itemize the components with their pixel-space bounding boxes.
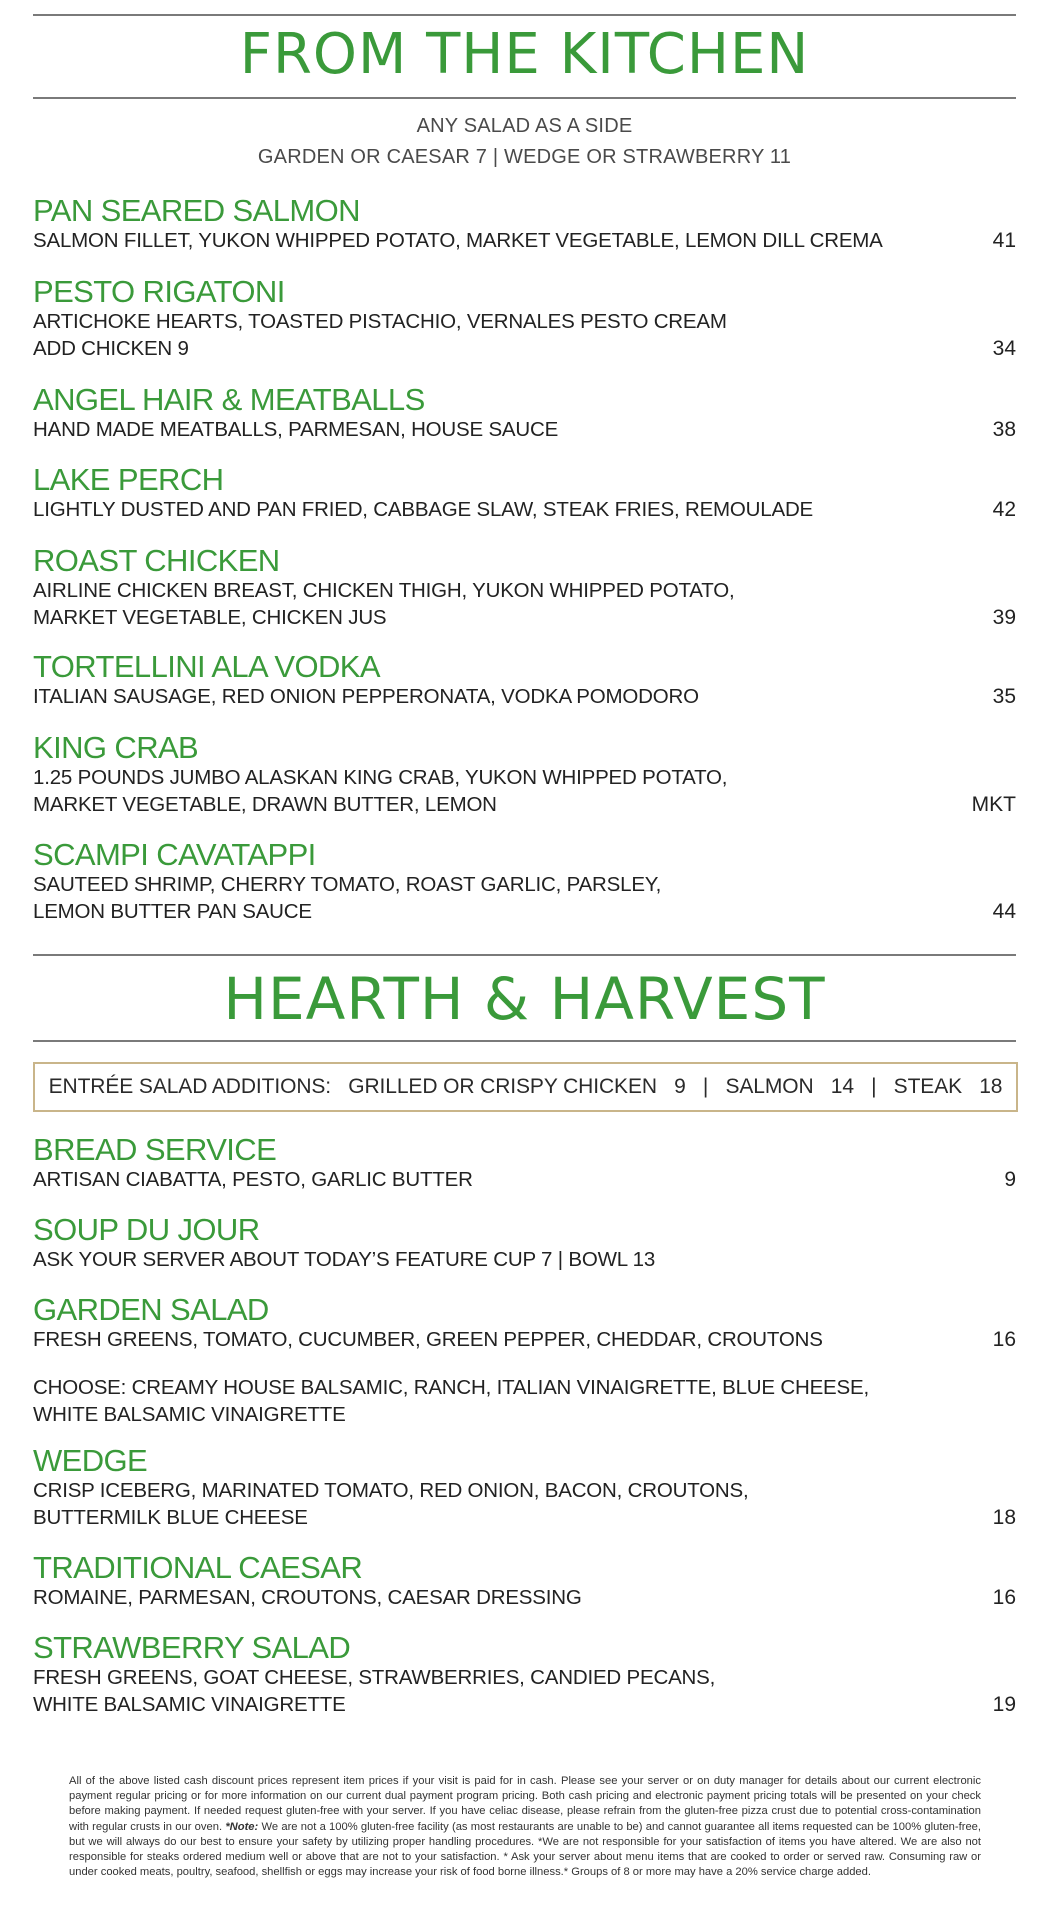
menu-item-price: 42	[992, 498, 1016, 521]
side-salad-note: ANY SALAD AS A SIDE	[416, 115, 633, 137]
kitchen-title-divider	[33, 97, 1016, 99]
menu-item-description: WHITE BALSAMIC VINAIGRETTE	[33, 1402, 346, 1426]
disclaimer-text-2: We are not a 100% gluten-free facility (as most restaurants are unable to be) and cannot guarantee all items requested can be 100% gluten-free, but we will always do our best to ensure your safety by utilizing proper handling procedures. *We are not responsible for your satisfaction of items you have altered. We are also not responsible for steaks ordered medium well or above that are not to your satisfaction. * Ask your server about menu items that are cooked to order or served raw. Consuming raw or under cooked meats, poultry, seafood, shellfish or eggs may increase your risk of food borne illness.* Groups of 8 or more may have a 20% service charge added.	[69, 1820, 982, 1879]
menu-item-description: ARTICHOKE HEARTS, TOASTED PISTACHIO, VERNALES PESTO CREAM	[33, 310, 727, 333]
menu-item-name: PAN SEARED SALMON	[33, 193, 360, 228]
menu-item-price: 41	[992, 229, 1016, 252]
menu-item-name: ANGEL HAIR & MEATBALLS	[33, 382, 425, 417]
hearth-menu-item	[33, 1293, 1016, 1354]
menu-item-description: CRISP ICEBERG, MARINATED TOMATO, RED ONION, BACON, CROUTONS,	[33, 1479, 749, 1502]
menu-item-name: ROAST CHICKEN	[33, 543, 280, 578]
menu-item-price: 35	[992, 685, 1016, 708]
menu-item-price: 16	[992, 1328, 1016, 1351]
menu-item-description: LIGHTLY DUSTED AND PAN FRIED, CABBAGE SLAW, STEAK FRIES, REMOULADE	[33, 498, 814, 521]
menu-item-description: CHOOSE: CREAMY HOUSE BALSAMIC, RANCH, ITALIAN VINAIGRETTE, BLUE CHEESE,	[33, 1376, 869, 1399]
menu-item-description: HAND MADE MEATBALLS, PARMESAN, HOUSE SAUCE	[33, 418, 559, 441]
menu-item-description: BUTTERMILK BLUE CHEESE	[33, 1505, 308, 1529]
pricing-disclaimer	[69, 1774, 981, 1880]
menu-item-description: FRESH GREENS, TOMATO, CUCUMBER, GREEN PEPPER, CHEDDAR, CROUTONS	[33, 1328, 823, 1351]
menu-item-price: 34	[992, 336, 1016, 360]
menu-item-price: 18	[992, 1505, 1016, 1529]
kitchen-menu-item	[33, 838, 1016, 925]
kitchen-menu-item	[33, 383, 1016, 444]
menu-item-description: SAUTEED SHRIMP, CHERRY TOMATO, ROAST GARLIC, PARSLEY,	[33, 873, 662, 896]
top-divider	[33, 14, 1016, 16]
menu-item-price: 19	[992, 1692, 1016, 1716]
menu-item-name: TRADITIONAL CAESAR	[33, 1550, 363, 1585]
menu-item-name: PESTO RIGATONI	[33, 274, 285, 309]
menu-item-price: 44	[992, 899, 1016, 923]
menu-item-name: GARDEN SALAD	[33, 1292, 269, 1327]
menu-item-description: 1.25 POUNDS JUMBO ALASKAN KING CRAB, YUKON WHIPPED POTATO,	[33, 766, 728, 789]
kitchen-menu-item	[33, 731, 1016, 818]
menu-item-description: MARKET VEGETABLE, CHICKEN JUS	[33, 605, 387, 629]
menu-item-name: LAKE PERCH	[33, 462, 224, 497]
menu-item-description: MARKET VEGETABLE, DRAWN BUTTER, LEMON	[33, 792, 497, 816]
menu-item-description: LEMON BUTTER PAN SAUCE	[33, 899, 312, 923]
menu-item-price: 39	[992, 605, 1016, 629]
hearth-section-title: HEARTH & HARVEST	[223, 965, 826, 1033]
kitchen-menu-item	[33, 650, 1016, 711]
salad-additions-box: ENTRÉE SALAD ADDITIONS: GRILLED OR CRISPY CHICKEN 9 | SALMON 14 | STEAK 18	[33, 1062, 1018, 1112]
disclaimer-text-1: All of the above listed cash discount prices represent item prices if your visit is paid for in cash. Please see your server or on duty manager for details about our current electronic payment regular pricing or for more information on our current dual payment program pricing. Both cash pricing and electronic payment pricing totals will be presented on your check before making payment. If needed request gluten-free with your server. If you have celiac disease, please refrain from the gluten-free pizza crust due to potential cross-contamination with regular crusts in our oven.	[69, 1775, 981, 1833]
menu-item-description: ASK YOUR SERVER ABOUT TODAY’S FEATURE CUP 7 | BOWL 13	[33, 1248, 656, 1271]
hearth-title-divider	[33, 1040, 1016, 1042]
menu-item-description: FRESH GREENS, GOAT CHEESE, STRAWBERRIES, CANDIED PECANS,	[33, 1666, 716, 1689]
hearth-top-divider	[33, 954, 1016, 956]
menu-item-description: AIRLINE CHICKEN BREAST, CHICKEN THIGH, YUKON WHIPPED POTATO,	[33, 579, 735, 602]
hearth-menu-item	[33, 1631, 1016, 1718]
menu-item-name: BREAD SERVICE	[33, 1132, 277, 1167]
kitchen-menu-item	[33, 463, 1016, 524]
menu-item-description: ADD CHICKEN 9	[33, 336, 189, 360]
menu-item-description: SALMON FILLET, YUKON WHIPPED POTATO, MARKET VEGETABLE, LEMON DILL CREMA	[33, 229, 883, 252]
menu-item-name: TORTELLINI ALA VODKA	[33, 649, 380, 684]
menu-item-description: ITALIAN SAUSAGE, RED ONION PEPPERONATA, VODKA POMODORO	[33, 685, 699, 708]
kitchen-section-title: FROM THE KITCHEN	[239, 22, 810, 87]
menu-item-name: KING CRAB	[33, 730, 199, 765]
menu-item-description: ARTISAN CIABATTA, PESTO, GARLIC BUTTER	[33, 1168, 473, 1191]
menu-item-name: WEDGE	[33, 1443, 148, 1478]
menu-item-name: STRAWBERRY SALAD	[33, 1630, 351, 1665]
menu-item-price: MKT	[971, 792, 1016, 816]
hearth-menu-item	[33, 1213, 1016, 1274]
hearth-menu-item	[33, 1375, 1016, 1428]
menu-item-name: SOUP DU JOUR	[33, 1212, 260, 1247]
menu-item-description: ROMAINE, PARMESAN, CROUTONS, CAESAR DRESSING	[33, 1586, 582, 1609]
kitchen-menu-item	[33, 275, 1016, 362]
side-salad-prices: GARDEN OR CAESAR 7 | WEDGE OR STRAWBERRY 11	[257, 146, 792, 168]
menu-item-price: 38	[992, 418, 1016, 441]
menu-item-price: 16	[992, 1586, 1016, 1609]
menu-item-description: WHITE BALSAMIC VINAIGRETTE	[33, 1692, 346, 1716]
disclaimer-note-label: *Note:	[225, 1820, 259, 1833]
hearth-menu-item	[33, 1133, 1016, 1194]
menu-item-name: SCAMPI CAVATAPPI	[33, 837, 316, 872]
hearth-menu-item	[33, 1551, 1016, 1612]
hearth-menu-item	[33, 1444, 1016, 1531]
kitchen-menu-item	[33, 544, 1016, 631]
menu-item-price: 9	[1004, 1168, 1016, 1191]
kitchen-menu-item	[33, 194, 1016, 255]
